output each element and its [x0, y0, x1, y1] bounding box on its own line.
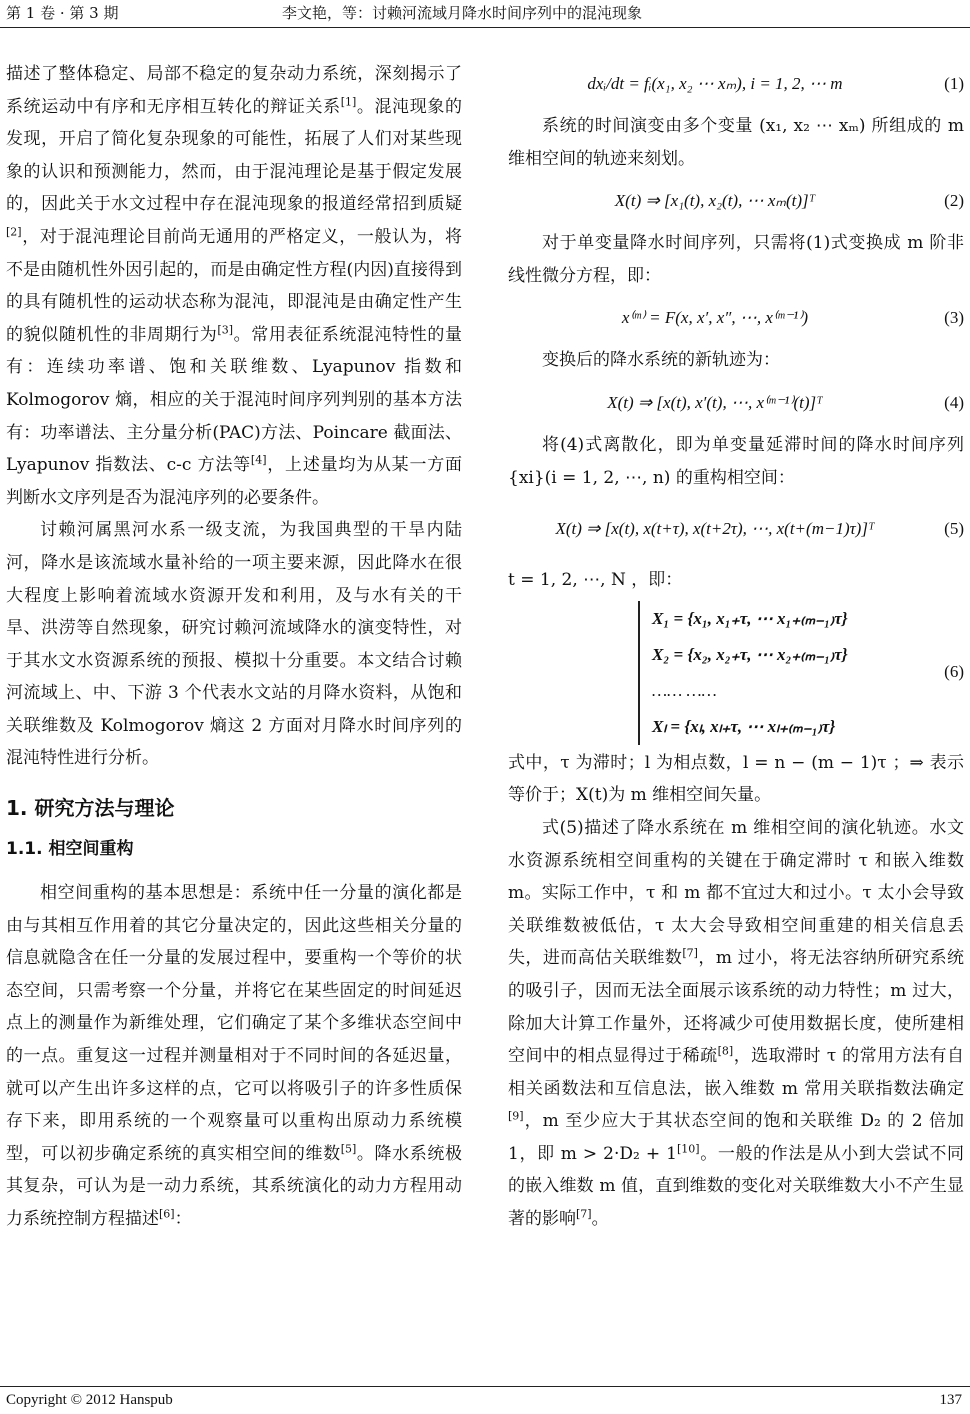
- equation-6-row: X₁ = {x₁, x₁₊τ, ⋯ x₁₊₍ₘ₋₁₎τ}: [652, 608, 848, 628]
- header-rule: [0, 27, 970, 28]
- equation-4-number: (4): [944, 392, 964, 412]
- equation-6-row: Xₗ = {xₗ, xₗ₊τ, ⋯ xₗ₊₍ₘ₋₁₎τ}: [652, 716, 836, 736]
- equation-1-body: dxᵢ/dt = fᵢ(x₁, x₂ ⋯ xₘ), i = 1, 2, ⋯ m: [587, 74, 843, 93]
- paragraph-embedding: 式(5)描述了降水系统在 m 维相空间的演化轨迹。水文水资源系统相空间重构的关键在于确定滞时 τ 和嵌入维数 m。实际工作中，τ 和 m 都不宜过大和过小。τ 太小会导致关联维数被低估，τ 太大会导致相空间重建的相关信息丢失，进而高估关联维数[7]，m 过小，将无法容纳所研究系统的吸引子，因而无法全面展示该系统的动力特性；m 过大，除加大计算工作量外，还将减少可使用数据长度，使所建相空间中的相点显得过于稀疏[8]，选取滞时 τ 的常用方法有自相关函数法和互信息法，嵌入维数 m 常用关联指数法确定[9]，m 至少应大于其状态空间的饱和关联维 D₂ 的 2 倍加 1，即 m > 2·D₂ + 1[10]。一般的作法是从小到大尝试不同的嵌入维数 m 值，直到维数的变化对关联维数大小不产生显著的影响[7]。: [508, 817, 965, 1230]
- paragraph-phase-space: 相空间重构的基本思想是：系统中任一分量的演化都是由与其相互作用着的其它分量决定的，因此这些相关分量的信息就隐含在任一分量的发展过程中，要重构一个等价的状态空间，只需考察一个分量，并将它在某些固定的时间延迟点上的测量作为新维处理，它们确定了某个多维状态空间中的一点。重复这一过程并测量相对于不同时间的各延迟量，就可以产生出许多这样的点，它可以将吸引子的许多性质保存下来，即用系统的一个观察量可以重构出原动力系统模型，可以初步确定系统的真实相空间的维数[5]。降水系统极其复杂，可认为是一动力系统，其系统演化的动力方程用动力系统控制方程描述[6]：: [6, 883, 463, 1229]
- journal-issue: 第 1 卷 · 第 3 期: [6, 4, 119, 22]
- paragraph-eq4-desc: 将(4)式离散化，即为单变量延滞时间的降水时间序列 {xi}(i = 1, 2, ⋯, n) 的重构相空间：: [508, 434, 964, 488]
- citation[interactable]: [6]: [159, 1207, 175, 1221]
- paragraph-eq1-desc: 系统的时间演变由多个变量 (x₁, x₂ ⋯ xₘ) 所组成的 m 维相空间的轨迹来刻划。: [508, 116, 964, 169]
- subsection-heading-phase-space: 1.1. 相空间重构: [6, 839, 134, 860]
- equation-2-number: (2): [944, 191, 964, 211]
- equation-6-row: X₂ = {x₂, x₂₊τ, ⋯ x₂₊₍ₘ₋₁₎τ}: [652, 644, 848, 664]
- citation[interactable]: [1]: [340, 94, 357, 108]
- page-footer: [0, 1386, 970, 1414]
- paragraph-eq3-desc: 变换后的降水系统的新轨迹为：: [542, 350, 780, 371]
- equation-5-body: X(t) ⇒ [x(t), x(t+τ), x(t+2τ), ⋯, x(t+(m−1)τ)]ᵀ: [555, 519, 875, 539]
- equation-1: [508, 58, 964, 110]
- citation[interactable]: [2]: [6, 225, 22, 239]
- citation[interactable]: [8]: [717, 1044, 734, 1058]
- running-title: 李文艳，等：讨赖河流域月降水时间序列中的混沌现象: [282, 4, 643, 22]
- equation-3: [508, 292, 964, 344]
- page-number: 137: [939, 1392, 962, 1408]
- equation-2-body: X(t) ⇒ [x₁(t), x₂(t), ⋯ xₘ(t)]ᵀ: [614, 191, 816, 211]
- page-header: [0, 0, 970, 30]
- citation[interactable]: [7]: [682, 946, 698, 960]
- equation-4-body: X(t) ⇒ [x(t), x′(t), ⋯, x⁽ᵐ⁻¹⁾(t)]ᵀ: [607, 392, 823, 412]
- citation[interactable]: [10]: [676, 1142, 700, 1156]
- equation-6-row: …… ……: [652, 680, 717, 700]
- equation-1-number: (1): [944, 74, 964, 93]
- equation-2: [508, 175, 964, 227]
- equation-3-body: x⁽ᵐ⁾ = F(x, x′, x″, ⋯, x⁽ᵐ⁻¹⁾): [621, 308, 809, 328]
- paragraph-intro: 描述了整体稳定、局部不稳定的复杂动力系统，深刻揭示了系统运动中有序和无序相互转化的辩证关系[1]。混沌现象的发现，开启了简化复杂现象的可能性，拓展了人们对某些现象的认识和预测能力，然而，由于混沌理论是基于假定发展的，因此关于水文过程中存在混沌现象的报道经常招到质疑[2]，对于混沌理论目前尚无通用的严格定义，一般认为，将不是由随机性外因引起的，而是由确定性方程(内因)直接得到的具有随机性的运动状态称为混沌，即混沌是由确定性产生的貌似随机性的非周期行为[3]。常用表征系统混沌特性的量有：连续功率谱、饱和关联维数、Lyapunov 指数和 Kolmogorov 熵，相应的关于混沌时间序列判别的基本方法有：功率谱法、主分量分析(PAC)方法、Poincare 截面法、Lyapunov 指数法、c-c 方法等[4]，上述量均为从某一方面判断水文序列是否为混沌序列的必要条件。: [6, 64, 463, 508]
- equation-6-system: [638, 601, 848, 745]
- paragraph-eq2-desc: 对于单变量降水时间序列，只需将(1)式变换成 m 阶非线性微分方程，即：: [508, 233, 964, 286]
- paragraph-study-area: 讨赖河属黑河水系一级支流，为我国典型的干旱内陆河，降水是该流域水量补给的一项主要来源，因此降水在很大程度上影响着流域水资源开发和利用，及与水有关的干旱、洪涝等自然现象，研究讨赖河流域降水的演变特性，对于其水文水资源系统的预报、模拟十分重要。本文结合讨赖河流域上、中、下游 3 个代表水文站的月降水资料，从饱和关联维数及 Kolmogorov 熵这 2 方面对月降水时间序列的混沌特性进行分析。: [6, 520, 462, 769]
- equation-5-number: (5): [944, 519, 964, 539]
- equation-3-number: (3): [944, 308, 964, 328]
- paragraph-eq6-desc: 式中，τ 为滞时；l 为相点数，l = n − (m − 1)τ ；⇒ 表示等价于；X(t)为 m 维相空间矢量。: [508, 752, 964, 806]
- citation[interactable]: [5]: [340, 1142, 357, 1156]
- footer-rule: [0, 1386, 970, 1387]
- left-column: [6, 58, 462, 1236]
- equation-5: [508, 494, 964, 564]
- citation[interactable]: [9]: [508, 1109, 524, 1123]
- citation[interactable]: [3]: [217, 323, 233, 337]
- citation[interactable]: [7]: [576, 1207, 592, 1221]
- paragraph-eq5-desc: t = 1, 2, ⋯, N ，即：: [508, 570, 683, 591]
- copyright: Copyright © 2012 Hanspub: [6, 1392, 173, 1408]
- citation[interactable]: [4]: [250, 453, 267, 467]
- right-column: [508, 58, 964, 1236]
- equation-6: [508, 597, 964, 747]
- equation-4: [508, 377, 964, 429]
- section-heading-methods: 1. 研究方法与理论: [6, 796, 175, 821]
- equation-6-number: (6): [944, 661, 964, 681]
